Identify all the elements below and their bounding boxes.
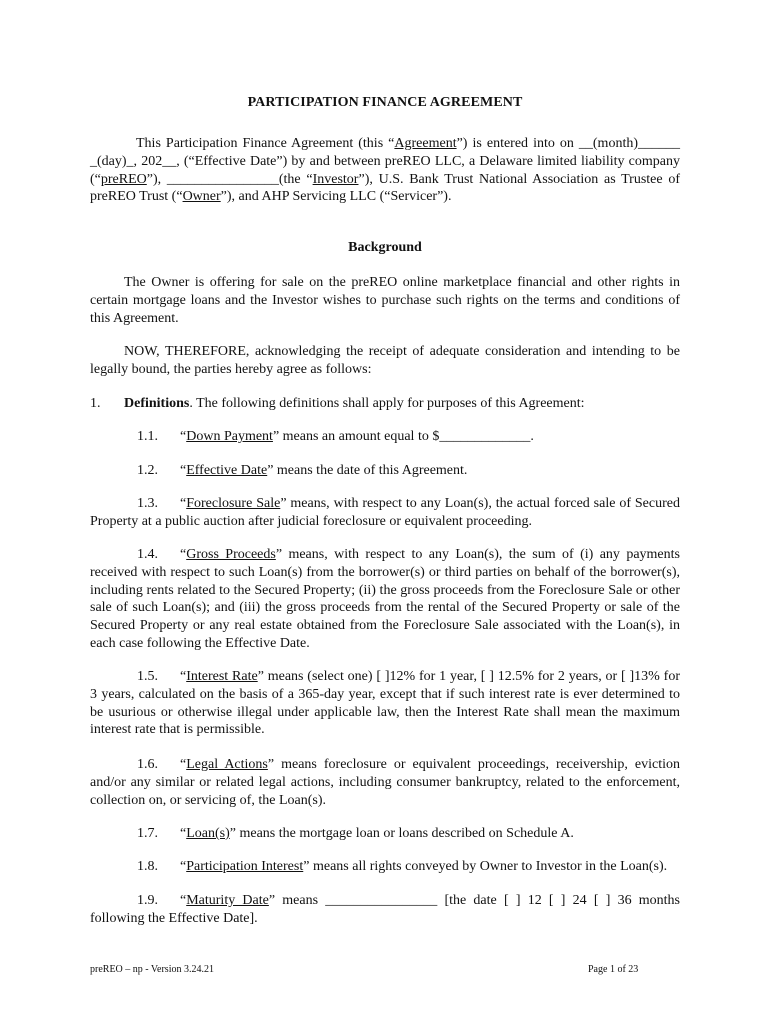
now-therefore-paragraph (90, 343, 680, 379)
definition-term: Maturity Date (186, 893, 269, 908)
definition-term: Interest Rate (186, 669, 258, 684)
definition-text: ” means all rights conveyed by Owner to Investor in the Loan(s). (303, 859, 668, 874)
document-title: PARTICIPATION FINANCE AGREEMENT (247, 95, 523, 110)
term-owner: Owner (182, 189, 221, 205)
definition-1-4: 1.4. “Gross Proceeds” means, with respect to any Loan(s), the sum of (i) any payments received with respect to such Loan(s) from the borrower(s) or third parties on behalf of the borrower(s), including rents related to the Secured Property; (ii) the gross proceeds from the Foreclosure Sale or other sale of such Loan(s); and (iii) the gross proceeds from the rental of the Secured Property or sale of the Secured Property or any real estate obtained from the Foreclosure Sale associated with the Loan(s), in each case following the Effective Date. (90, 547, 680, 651)
definition-text: ” means the mortgage loan or loans described on Schedule A. (229, 826, 574, 841)
definition-number: 1.5. (137, 669, 158, 684)
definition-number: 1.8. (137, 859, 158, 874)
section-1 (90, 395, 680, 413)
definition-text: ” means (select one) [ ]12% for 1 year, [ ] 12.5% for 2 years, or [ ]13% for 3 years, calculated on the basis of a 365-day year, except that if such interest rate is ever determined to be usurious or otherwise illegal under applicable law, then the Interest Rate shall mean the maximum interest rate that is permissible. (90, 669, 680, 738)
definition-1-2: 1.2. “Effective Date” means the date of this Agreement. (90, 462, 680, 480)
definition-1-9: 1.9. “Maturity Date” means ________________ [the date [ ] 12 [ ] 24 [ ] 36 months following the Effective Date]. (90, 893, 681, 926)
definition-term: Foreclosure Sale (186, 496, 281, 511)
definition-number: 1.4. (137, 547, 158, 562)
background-text: The Owner is offering for sale on the preREO online marketplace financial and other rights in certain mortgage loans and the Investor wishes to purchase such rights on the terms and conditions of this Agreement. (90, 275, 680, 326)
intro-text-5: ”), and AHP Servicing LLC (“Servicer”). (220, 189, 452, 205)
definition-term: Gross Proceeds (186, 547, 276, 562)
definition-text: ” means an amount equal to $_____________. (272, 429, 534, 444)
definition-text: ” means the date of this Agreement. (267, 463, 468, 478)
definition-1-5: 1.5. “Interest Rate” means (select one) [ ]12% for 1 year, [ ] 12.5% for 2 years, or [ ]13% for 3 years, calculated on the basis of a 365-day year, except that if such interest rate is ever determined to be usurious or otherwise illegal under applicable law, then the Interest Rate shall mean the maximum interest rate that is permissible. (90, 669, 680, 738)
definition-term: Down Payment (186, 429, 273, 444)
definition-term: Loan(s) (186, 826, 230, 841)
term-agreement: Agreement (394, 136, 457, 151)
intro-text-2: ”) is entered into on __(month)______ _(day)_, 202__, (“Effective Date”) by and between preREO LLC, a Delaware limited liability company (“ (90, 136, 680, 187)
background-paragraph (90, 274, 680, 327)
now-therefore-text: NOW, THEREFORE, acknowledging the receipt of adequate consideration and intending to be legally bound, the parties hereby agree as follows: (90, 344, 680, 377)
section-number: 1. (90, 396, 101, 411)
definition-number: 1.3. (137, 496, 158, 511)
section-text: . The following definitions shall apply for purposes of this Agreement: (189, 396, 585, 411)
intro-text-1: This Participation Finance Agreement (this “ (136, 136, 395, 151)
definition-1-7: 1.7. “Loan(s)” means the mortgage loan or loans described on Schedule A. (90, 825, 680, 843)
term-prereo: preREO (100, 171, 147, 187)
intro-text-3: ”), ________________(the “ (146, 171, 313, 187)
definition-number: 1.9. (137, 893, 158, 908)
definition-text: ” means foreclosure or equivalent proceedings, receivership, eviction and/or any similar or related legal actions, including consumer bankruptcy, related to the enforcement, collection on, or servicing of, the Loan(s). (90, 757, 680, 808)
term-investor: Investor (312, 171, 359, 187)
definition-1-6: 1.6. “Legal Actions” means foreclosure or equivalent proceedings, receivership, eviction and/or any similar or related legal actions, including consumer bankruptcy, related to the enforcement, collection on, or servicing of, the Loan(s). (90, 757, 680, 808)
intro-text-4: ”), U.S. Bank Trust National Association as Trustee of preREO Trust (“ (90, 171, 680, 205)
definition-number: 1.2. (137, 463, 158, 478)
definition-1-8: 1.8. “Participation Interest” means all rights conveyed by Owner to Investor in the Loan(s). (90, 858, 680, 876)
definition-number: 1.7. (137, 826, 158, 841)
definition-term: Effective Date (186, 463, 268, 478)
section-heading: Definitions (124, 396, 190, 411)
intro-paragraph (90, 135, 680, 206)
definition-text: ” means, with respect to any Loan(s), the actual forced sale of Secured Property at a public auction after judicial foreclosure or equivalent proceeding. (90, 496, 680, 529)
background-heading: Background (348, 240, 422, 255)
footer-version: preREO – np - Version 3.24.21 (90, 964, 214, 975)
definition-number: 1.6. (137, 757, 158, 772)
definition-1-1: 1.1. “Down Payment” means an amount equal to $_____________. (90, 428, 680, 446)
footer-page-number: Page 1 of 23 (588, 964, 639, 975)
definition-term: Legal Actions (186, 757, 268, 772)
definition-1-3: 1.3. “Foreclosure Sale” means, with respect to any Loan(s), the actual forced sale of Secured Property at a public auction after judicial foreclosure or equivalent proceeding. (90, 496, 680, 529)
definition-text: ” means, with respect to any Loan(s), the sum of (i) any payments received with respect to such Loan(s) from the borrower(s) or third parties on behalf of the borrower(s), including rents related to the Secured Property; (ii) the gross proceeds from the Foreclosure Sale or other sale of such Loan(s); and (iii) the gross proceeds from the rental of the Secured Property or sale of the Secured Property or any real estate obtained from the Foreclosure Sale associated with the Loan(s), in each case following the Effective Date. (90, 547, 680, 651)
definition-text: ” means ________________ [the date [ ] 12 [ ] 24 [ ] 36 months following the Effective Date]. (90, 893, 681, 926)
definition-term: Participation Interest (186, 859, 304, 874)
definition-number: 1.1. (137, 429, 158, 444)
